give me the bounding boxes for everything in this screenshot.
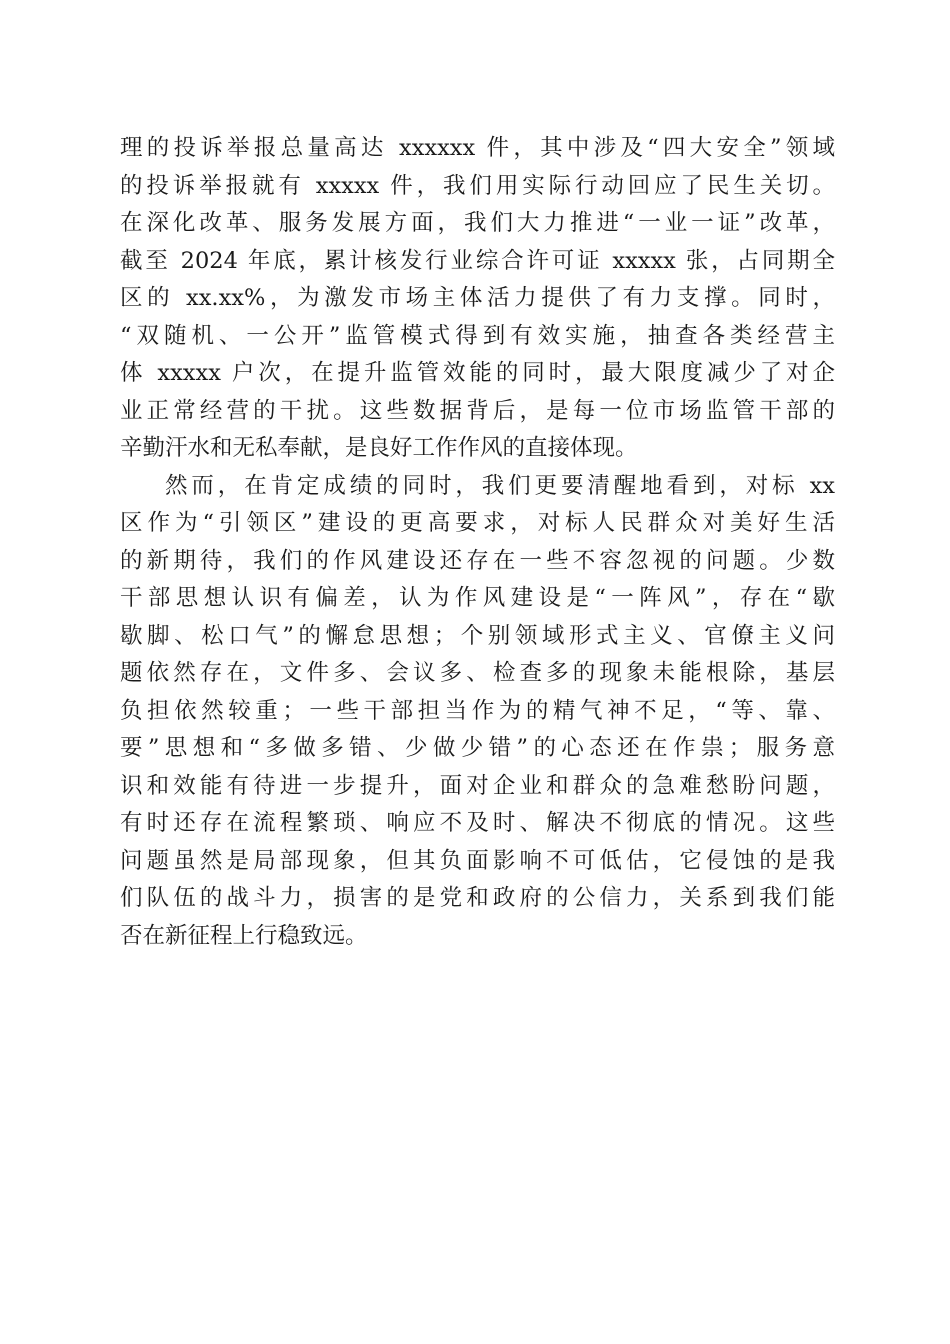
paragraph-line: 问题虽然是局部现象，但其负面影响不可低估，它侵蚀的是我 xyxy=(120,847,835,874)
paragraph-line: 干部思想认识有偏差，认为作风建设是“一阵风”，存在“歇 xyxy=(120,585,835,611)
paragraph-line: 有时还存在流程繁琐、响应不及时、解决不彻底的情况。这些 xyxy=(120,810,835,836)
paragraph-line: 题依然存在，文件多、会议多、检查多的现象未能根除，基层 xyxy=(120,660,835,686)
paragraph-line: “双随机、一公开”监管模式得到有效实施，抽查各类经营主 xyxy=(120,322,835,349)
paragraph-line: 的新期待，我们的作风建设还存在一些不容忽视的问题。少数 xyxy=(120,547,835,574)
paragraph-line: 歇脚、松口气”的懈怠思想；个别领域形式主义、官僚主义问 xyxy=(120,622,835,649)
paragraph-line: 区的 xx.xx%，为激发市场主体活力提供了有力支撑。同时， xyxy=(120,285,835,311)
paragraph-line: 要”思想和“多做多错、少做少错”的心态还在作祟；服务意 xyxy=(120,735,835,761)
paragraph-2 xyxy=(120,468,835,956)
paragraph-line: 理的投诉举报总量高达 xxxxxx 件，其中涉及“四大安全”领域 xyxy=(120,135,835,161)
paragraph-line: 在深化改革、服务发展方面，我们大力推进“一业一证”改革， xyxy=(120,210,835,236)
paragraph-line: 业正常经营的干扰。这些数据背后，是每一位市场监管干部的 xyxy=(120,397,835,424)
paragraph-1 xyxy=(120,130,835,468)
paragraph-line: 的投诉举报就有 xxxxx 件，我们用实际行动回应了民生关切。 xyxy=(120,172,835,199)
paragraph-line: 识和效能有待进一步提升，面对企业和群众的急难愁盼问题， xyxy=(120,772,835,799)
paragraph-line: 辛勤汗水和无私奉献，是良好工作作风的直接体现。 xyxy=(120,435,638,461)
paragraph-line: 区作为“引领区”建设的更高要求，对标人民群众对美好生活 xyxy=(120,510,835,536)
paragraph-line: 负担依然较重；一些干部担当作为的精气神不足，“等、靠、 xyxy=(120,697,835,724)
paragraph-line: 体 xxxxx 户次，在提升监管效能的同时，最大限度减少了对企 xyxy=(120,360,835,386)
paragraph-line: 们队伍的战斗力，损害的是党和政府的公信力，关系到我们能 xyxy=(120,885,835,911)
paragraph-line: 然而，在肯定成绩的同时，我们更要清醒地看到，对标 xx xyxy=(165,472,835,499)
document-body xyxy=(120,130,835,955)
paragraph-line: 否在新征程上行稳致远。 xyxy=(120,922,368,949)
paragraph-line: 截至 2024 年底，累计核发行业综合许可证 xxxxx 张，占同期全 xyxy=(120,247,835,274)
